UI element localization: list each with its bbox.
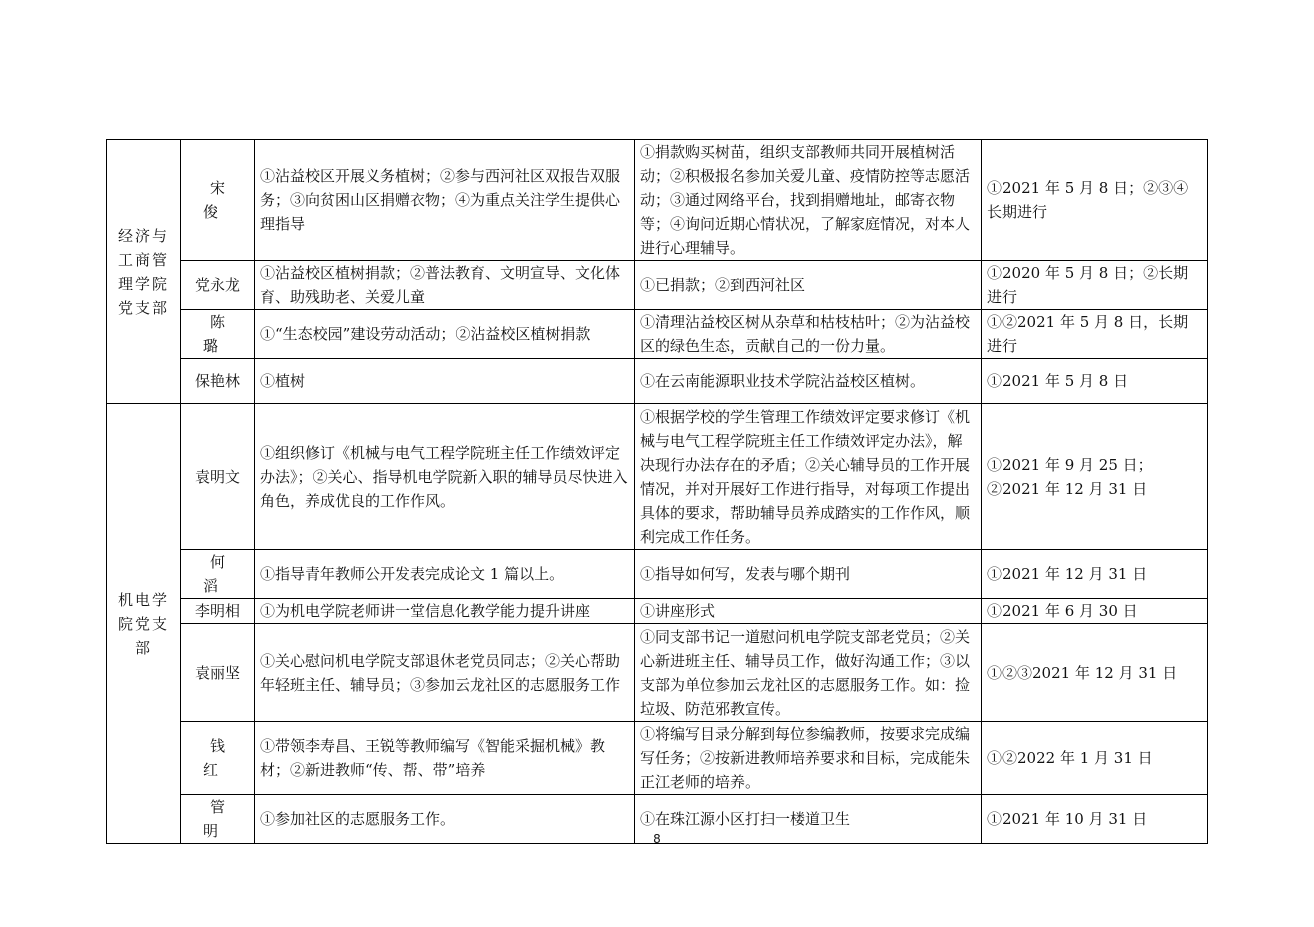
table-row [107,261,1208,310]
branch-cell: 经济与工商管理学院党支部 [107,140,181,404]
table-row [107,310,1208,359]
party-member-task-table [106,139,1208,844]
member-name: 李明相 [181,599,255,624]
time-cell: ①2021 年 6 月 30 日 [982,599,1208,624]
table-row [107,599,1208,624]
task-cell: ①参加社区的志愿服务工作。 [255,795,635,844]
time-cell: ①2021 年 10 月 31 日 [982,795,1208,844]
time-cell: ①2021 年 9 月 25 日；②2021 年 12 月 31 日 [982,404,1208,550]
member-name: 保艳林 [181,359,255,404]
measure-cell: ①在珠江源小区打扫一楼道卫生 [635,795,982,844]
task-cell: ①组织修订《机械与电气工程学院班主任工作绩效评定办法》；②关心、指导机电学院新入职的辅导员尽快进入角色，养成优良的工作作风。 [255,404,635,550]
table-row [107,722,1208,795]
measure-cell: ①在云南能源职业技术学院沾益校区植树。 [635,359,982,404]
member-name: 袁丽坚 [181,624,255,722]
table-row [107,624,1208,722]
time-cell: ①2020 年 5 月 8 日；②长期进行 [982,261,1208,310]
measure-cell: ①捐款购买树苗，组织支部教师共同开展植树活动；②积极报名参加关爱儿童、疫情防控等志愿活动；③通过网络平台，找到捐赠地址，邮寄衣物等；④询问近期心情状况，了解家庭情况，对本人进行心理辅导。 [635,140,982,261]
measure-cell: ①将编写目录分解到每位参编教师，按要求完成编写任务；②按新进教师培养要求和目标，完成能朱正江老师的培养。 [635,722,982,795]
time-cell: ①②2021 年 5 月 8 日，长期进行 [982,310,1208,359]
task-cell: ①指导青年教师公开发表完成论文 1 篇以上。 [255,550,635,599]
measure-cell: ①已捐款；②到西河社区 [635,261,982,310]
task-cell: ①沾益校区植树捐款；②普法教育、文明宣导、文化体育、助残助老、关爱儿童 [255,261,635,310]
page-number: 8 [653,832,661,846]
task-cell: ①沾益校区开展义务植树；②参与西河社区双报告双服务；③向贫困山区捐赠衣物；④为重点关注学生提供心理指导 [255,140,635,261]
measure-cell: ①同支部书记一道慰问机电学院支部老党员；②关心新进班主任、辅导员工作，做好沟通工作；③以支部为单位参加云龙社区的志愿服务工作。如：捡垃圾、防范邪教宣传。 [635,624,982,722]
measure-cell: ①讲座形式 [635,599,982,624]
member-name: 袁明文 [181,404,255,550]
measure-cell: ①清理沾益校区树从杂草和枯枝枯叶；②为沾益校区的绿色生态，贡献自己的一份力量。 [635,310,982,359]
table-row [107,359,1208,404]
task-cell: ①带领李寿昌、王锐等教师编写《智能采掘机械》教材；②新进教师“传、帮、带”培养 [255,722,635,795]
measure-cell: ①指导如何写，发表与哪个期刊 [635,550,982,599]
task-cell: ①关心慰问机电学院支部退休老党员同志；②关心帮助年轻班主任、辅导员；③参加云龙社区的志愿服务工作 [255,624,635,722]
member-name: 党永龙 [181,261,255,310]
time-cell: ①②2022 年 1 月 31 日 [982,722,1208,795]
table-row [107,550,1208,599]
time-cell: ①2021 年 5 月 8 日 [982,359,1208,404]
time-cell: ①2021 年 5 月 8 日；②③④长期进行 [982,140,1208,261]
task-cell: ①为机电学院老师讲一堂信息化教学能力提升讲座 [255,599,635,624]
member-name: 钱 红 [181,722,255,795]
member-name: 陈 璐 [181,310,255,359]
member-name: 管 明 [181,795,255,844]
member-name: 何 滔 [181,550,255,599]
member-name: 宋 俊 [181,140,255,261]
branch-cell: 机电学院党支部 [107,404,181,844]
measure-cell: ①根据学校的学生管理工作绩效评定要求修订《机械与电气工程学院班主任工作绩效评定办法》，解决现行办法存在的矛盾；②关心辅导员的工作开展情况，并对开展好工作进行指导，对每项工作提出具体的要求，帮助辅导员养成踏实的工作作风，顺利完成工作任务。 [635,404,982,550]
time-cell: ①2021 年 12 月 31 日 [982,550,1208,599]
table-row [107,404,1208,550]
task-cell: ①植树 [255,359,635,404]
table-row [107,140,1208,261]
time-cell: ①②③2021 年 12 月 31 日 [982,624,1208,722]
task-cell: ①“生态校园”建设劳动活动；②沾益校区植树捐款 [255,310,635,359]
